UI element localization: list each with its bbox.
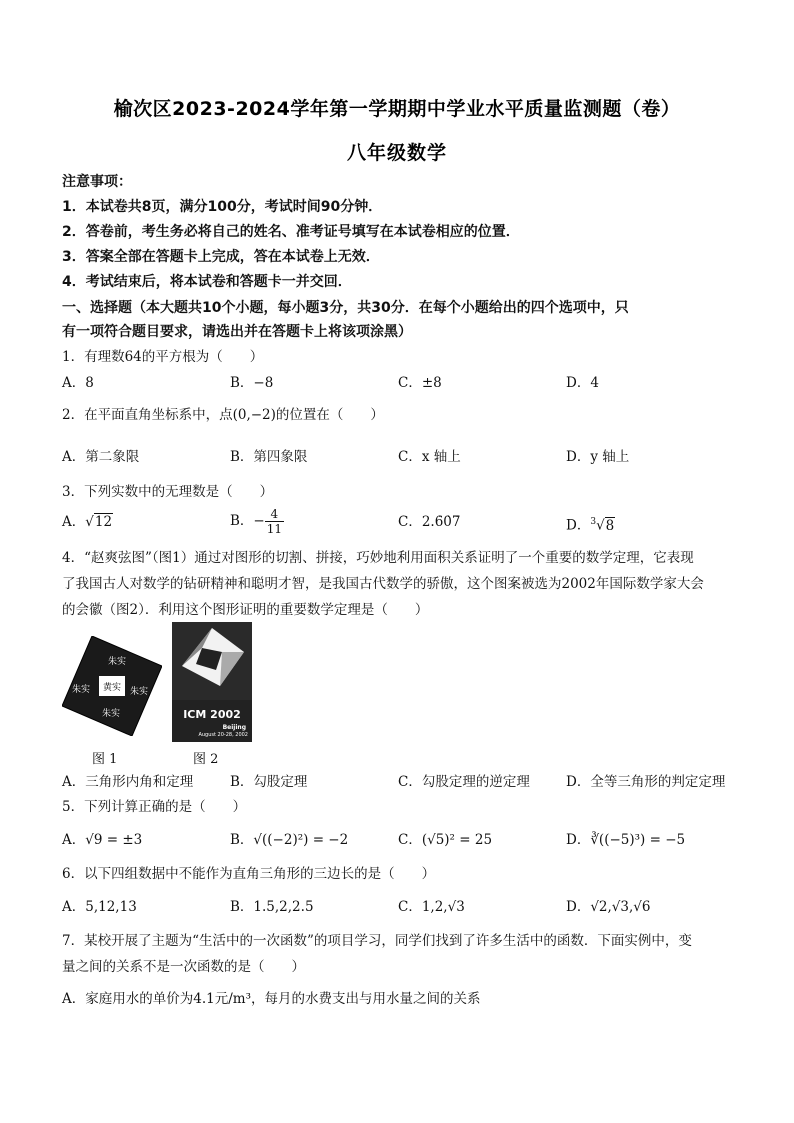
exam-title: 榆次区2023-2024学年第一学期期中学业水平质量监测题（卷） <box>113 98 681 120</box>
q3-a-label: A． <box>62 514 86 530</box>
q7-option-a: A．家庭用水的单价为4.1元/m³，每月的水费支出与用水量之间的关系 <box>62 991 481 1007</box>
q3-b-fraction <box>265 507 284 536</box>
icm-city: Beijing <box>222 724 246 731</box>
icm-emblem-pattern <box>172 622 252 700</box>
question-4-stem-cont: 了我国古人对数学的钻研精神和聪明才智，是我国古代数学的骄傲，这个图案被选为2002年国际数学家大会 <box>62 576 704 592</box>
question-7-stem-cont: 量之间的关系不是一次函数的是（ ） <box>62 959 305 975</box>
q2-option-c: C．x 轴上 <box>398 449 461 465</box>
question-7-stem: 7．某校开展了主题为“生活中的一次函数”的项目学习，同学们找到了许多生活中的函数．下面实例中，变 <box>62 933 692 949</box>
notice-item: 1．本试卷共8页，满分100分，考试时间90分钟． <box>62 199 383 215</box>
q3-option-a <box>62 512 113 532</box>
question-6-stem: 6．以下四组数据中不能作为直角三角形的三边长的是（ ） <box>62 866 436 882</box>
fig1-label-bottom: 朱实 <box>102 709 121 719</box>
icm-date: August 20-28, 2002 <box>198 732 248 738</box>
q1-option-c: C．±8 <box>398 375 442 391</box>
q1-option-d: D．4 <box>566 375 599 391</box>
q4-option-b: B．勾股定理 <box>230 774 308 790</box>
q3-b-label: B．− <box>230 513 265 529</box>
question-2-stem: 2．在平面直角坐标系中，点(0,−2)的位置在（ ） <box>62 407 384 423</box>
figure-1-caption: 图 1 <box>92 752 118 767</box>
question-3-stem: 3．下列实数中的无理数是（ ） <box>62 484 274 500</box>
notice-heading: 注意事项： <box>62 174 132 190</box>
fig1-label-right: 朱实 <box>130 687 149 697</box>
sqrt-sign: √ <box>85 514 94 530</box>
q3-d-index: 3 <box>590 517 597 527</box>
q3-b-numerator: 4 <box>265 507 284 522</box>
notice-item: 2．答卷前，考生务必将自己的姓名、准考证号填写在本试卷相应的位置． <box>62 224 520 240</box>
icm-2002-emblem <box>172 622 252 742</box>
q3-d-radicand: 8 <box>605 517 615 534</box>
q3-a-radicand: 12 <box>94 514 113 530</box>
q6-option-b: B．1.5,2,2.5 <box>230 899 314 915</box>
fig1-label-left: 朱实 <box>72 685 91 695</box>
q3-d-label: D． <box>566 517 591 534</box>
sqrt-sign: √ <box>596 517 605 534</box>
q1-option-b: B．−8 <box>230 375 274 391</box>
q6-option-d: D．√2,√3,√6 <box>566 899 651 915</box>
q1-option-a: A．8 <box>62 375 94 391</box>
q3-option-c: C．2.6̇0̇7̇ <box>398 514 461 530</box>
q5-option-c: C．(√5)² = 25 <box>398 832 493 848</box>
q6-option-a: A．5,12,13 <box>62 899 137 915</box>
exam-subtitle: 八年级数学 <box>346 142 447 164</box>
fig1-label-top: 朱实 <box>108 657 127 667</box>
q4-option-c: C．勾股定理的逆定理 <box>398 774 530 790</box>
q4-option-a: A．三角形内角和定理 <box>62 774 194 790</box>
q3-option-b <box>230 506 284 536</box>
q5-option-a: A．√9 = ±3 <box>62 832 143 848</box>
question-4-stem-cont: 的会徽（图2）．利用这个图形证明的重要数学定理是（ ） <box>62 602 429 618</box>
figure-2-caption: 图 2 <box>193 752 219 767</box>
q5-option-d: D．∛((−5)³) = −5 <box>566 832 686 848</box>
icm-title: ICM 2002 <box>183 708 241 721</box>
q3-b-denominator: 11 <box>266 522 283 536</box>
question-1-stem: 1．有理数64的平方根为（ ） <box>62 349 264 365</box>
fig1-label-center: 黄实 <box>103 683 122 693</box>
question-4-stem: 4．“赵爽弦图”（图1）通过对图形的切割、拼接，巧妙地利用面积关系证明了一个重要的数学定理，它表现 <box>62 550 694 566</box>
q2-option-a: A．第二象限 <box>62 449 140 465</box>
section-heading-cont: 有一项符合题目要求，请选出并在答题卡上将该项涂黑） <box>62 324 412 340</box>
q5-option-b: B．√((−2)²) = −2 <box>230 832 349 848</box>
q2-option-b: B．第四象限 <box>230 449 308 465</box>
question-5-stem: 5．下列计算正确的是（ ） <box>62 799 247 815</box>
notice-item: 4．考试结束后，将本试卷和答题卡一并交回． <box>62 274 352 290</box>
section-heading: 一、选择题（本大题共10个小题，每小题3分，共30分．在每个小题给出的四个选项中，只 <box>62 300 629 316</box>
q6-option-c: C．1,2,√3 <box>398 899 465 915</box>
zhao-shuang-diagram <box>62 636 162 736</box>
q2-option-d: D．y 轴上 <box>566 449 630 465</box>
notice-item: 3．答案全部在答题卡上完成，答在本试卷上无效． <box>62 249 380 265</box>
q3-option-d <box>566 512 615 536</box>
q4-option-d: D．全等三角形的判定定理 <box>566 774 726 790</box>
